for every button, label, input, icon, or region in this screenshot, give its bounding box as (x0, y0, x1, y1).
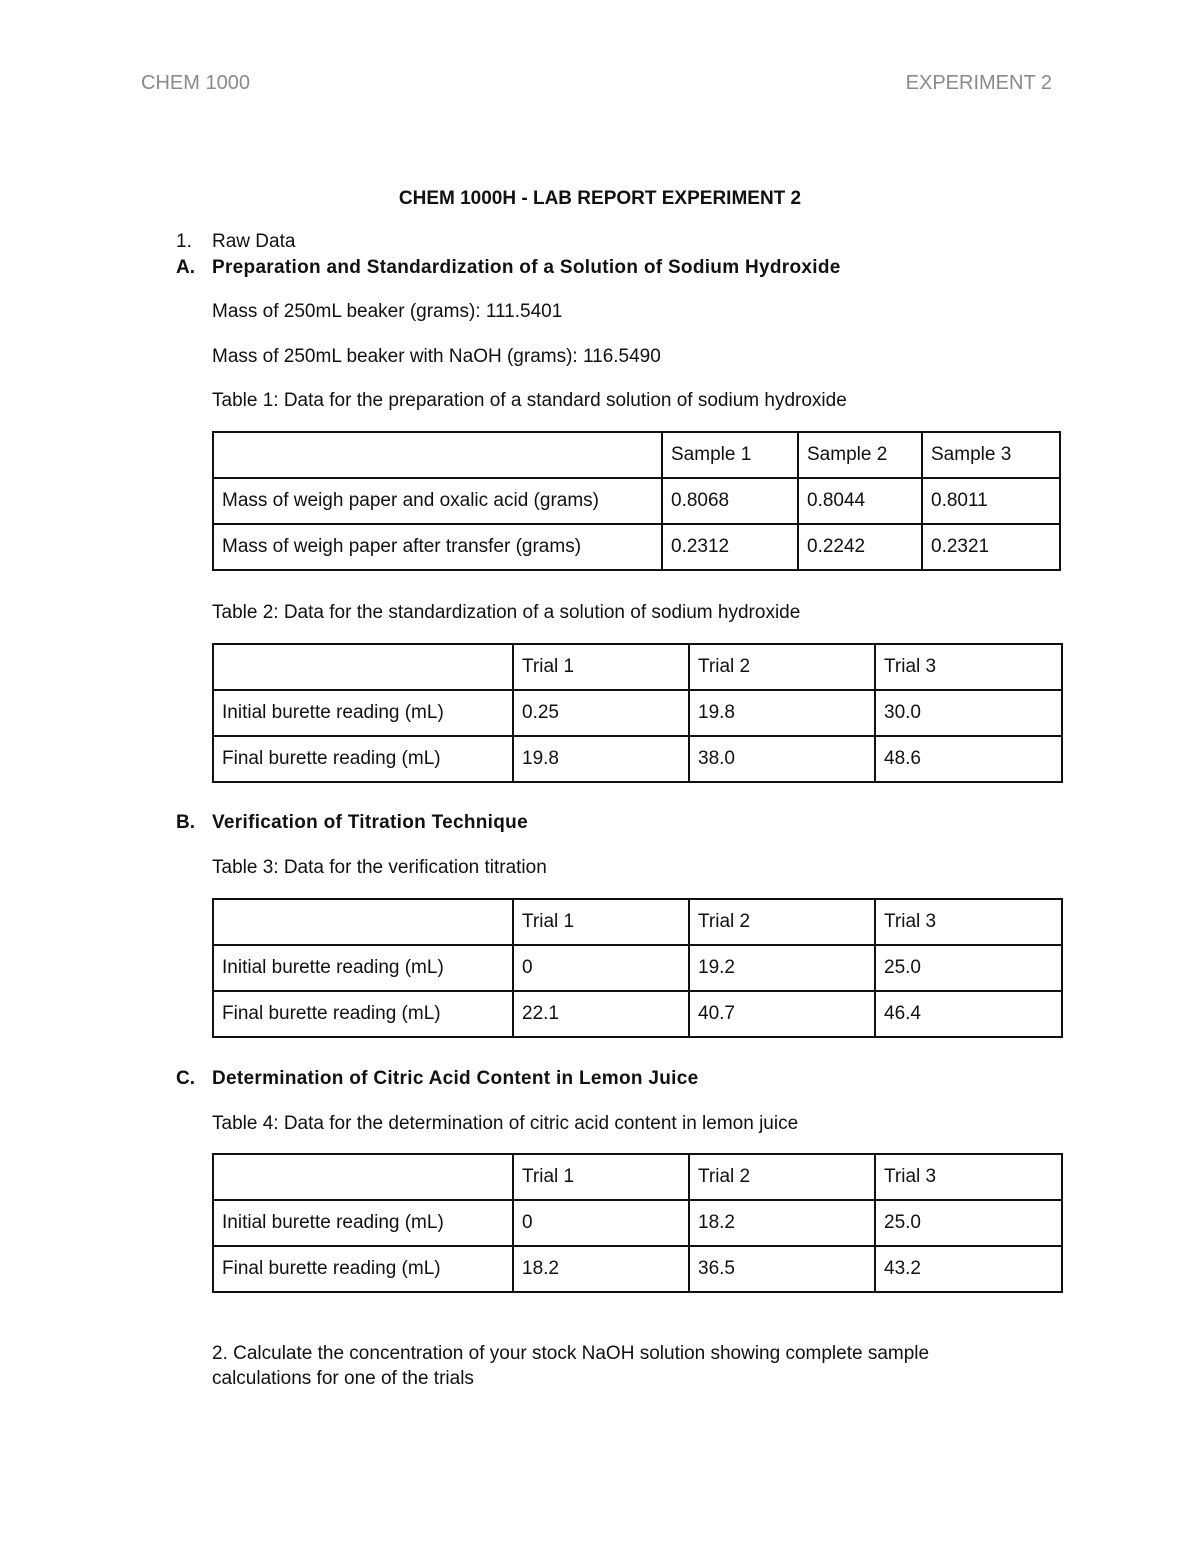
question-2-line-2: calculations for one of the trials (212, 1368, 474, 1389)
table-cell: 25.0 (875, 1200, 1062, 1246)
item-label: Raw Data (212, 231, 296, 252)
table-row (213, 945, 1062, 991)
table-header-row (213, 432, 1060, 478)
section-a-marker: A. (176, 257, 195, 278)
table-header-cell: Trial 2 (689, 644, 875, 690)
table2-standardization (212, 643, 1063, 783)
table-cell: 40.7 (689, 991, 875, 1037)
table-header-cell: Trial 3 (875, 899, 1062, 945)
question-2-line-1: 2. Calculate the concentration of your stock NaOH solution showing complete sample (212, 1343, 930, 1364)
table-row (213, 524, 1060, 570)
table-row-label: Mass of weigh paper and oxalic acid (grams) (213, 478, 662, 524)
table-header-cell: Sample 2 (798, 432, 922, 478)
table-row-label: Initial burette reading (mL) (213, 1200, 513, 1246)
table-header-row (213, 644, 1062, 690)
table-header-cell: Trial 1 (513, 1154, 689, 1200)
table-header-cell: Trial 3 (875, 1154, 1062, 1200)
page-header-course: CHEM 1000 (141, 72, 250, 94)
table-cell: 19.2 (689, 945, 875, 991)
table-cell: 0.2321 (922, 524, 1060, 570)
table4-caption: Table 4: Data for the determination of citric acid content in lemon juice (212, 1113, 799, 1134)
table-row (213, 690, 1062, 736)
page-header-experiment: EXPERIMENT 2 (905, 72, 1052, 94)
table-cell: 0 (513, 1200, 689, 1246)
section-c-title: Determination of Citric Acid Content in Lemon Juice (212, 1068, 699, 1089)
table-cell: 0.8011 (922, 478, 1060, 524)
table-cell: 43.2 (875, 1246, 1062, 1292)
table4-citric-acid (212, 1153, 1063, 1293)
table1-oxalic-acid (212, 431, 1061, 571)
table-cell: 0.8044 (798, 478, 922, 524)
table-header-row (213, 899, 1062, 945)
table-header-cell: Trial 3 (875, 644, 1062, 690)
section-b-title: Verification of Titration Technique (212, 812, 528, 833)
raw-data-heading (176, 231, 295, 253)
section-a-title: Preparation and Standardization of a Solution of Sodium Hydroxide (212, 257, 841, 278)
table-row-label: Initial burette reading (mL) (213, 945, 513, 991)
table-cell: 22.1 (513, 991, 689, 1037)
mass-beaker-naoh-text: Mass of 250mL beaker with NaOH (grams): 116.5490 (212, 346, 661, 367)
table-row-label: Final burette reading (mL) (213, 736, 513, 782)
table-cell: 18.2 (513, 1246, 689, 1292)
table-header-cell: Trial 1 (513, 899, 689, 945)
table-row-label: Final burette reading (mL) (213, 1246, 513, 1292)
table-row-label: Mass of weigh paper after transfer (grams) (213, 524, 662, 570)
table-cell: 0.8068 (662, 478, 798, 524)
table-cell (213, 432, 662, 478)
table-cell (213, 644, 513, 690)
table-cell (213, 1154, 513, 1200)
table-row-label: Final burette reading (mL) (213, 991, 513, 1037)
section-c-marker: C. (176, 1068, 195, 1089)
table-row (213, 736, 1062, 782)
table-cell: 18.2 (689, 1200, 875, 1246)
table-cell (213, 899, 513, 945)
table-row (213, 478, 1060, 524)
table-cell: 0.25 (513, 690, 689, 736)
table-cell: 19.8 (513, 736, 689, 782)
table-cell: 19.8 (689, 690, 875, 736)
mass-beaker-text: Mass of 250mL beaker (grams): 111.5401 (212, 301, 563, 322)
report-title: CHEM 1000H - LAB REPORT EXPERIMENT 2 (398, 188, 802, 209)
table3-verification (212, 898, 1063, 1038)
item-number: 1. (176, 231, 192, 252)
table-row (213, 1200, 1062, 1246)
section-b-marker: B. (176, 812, 195, 833)
table-header-cell: Sample 3 (922, 432, 1060, 478)
table-cell: 0.2312 (662, 524, 798, 570)
table-cell: 25.0 (875, 945, 1062, 991)
table-cell: 0.2242 (798, 524, 922, 570)
table-cell: 30.0 (875, 690, 1062, 736)
table-header-row (213, 1154, 1062, 1200)
table3-caption: Table 3: Data for the verification titration (212, 857, 547, 878)
table-row-label: Initial burette reading (mL) (213, 690, 513, 736)
table-cell: 48.6 (875, 736, 1062, 782)
table-cell: 38.0 (689, 736, 875, 782)
table-header-cell: Sample 1 (662, 432, 798, 478)
table-row (213, 1246, 1062, 1292)
table-header-cell: Trial 2 (689, 1154, 875, 1200)
table-cell: 36.5 (689, 1246, 875, 1292)
table-cell: 0 (513, 945, 689, 991)
table-header-cell: Trial 1 (513, 644, 689, 690)
table-row (213, 991, 1062, 1037)
table2-caption: Table 2: Data for the standardization of a solution of sodium hydroxide (212, 602, 801, 623)
table1-caption: Table 1: Data for the preparation of a standard solution of sodium hydroxide (212, 390, 847, 411)
table-cell: 46.4 (875, 991, 1062, 1037)
table-header-cell: Trial 2 (689, 899, 875, 945)
